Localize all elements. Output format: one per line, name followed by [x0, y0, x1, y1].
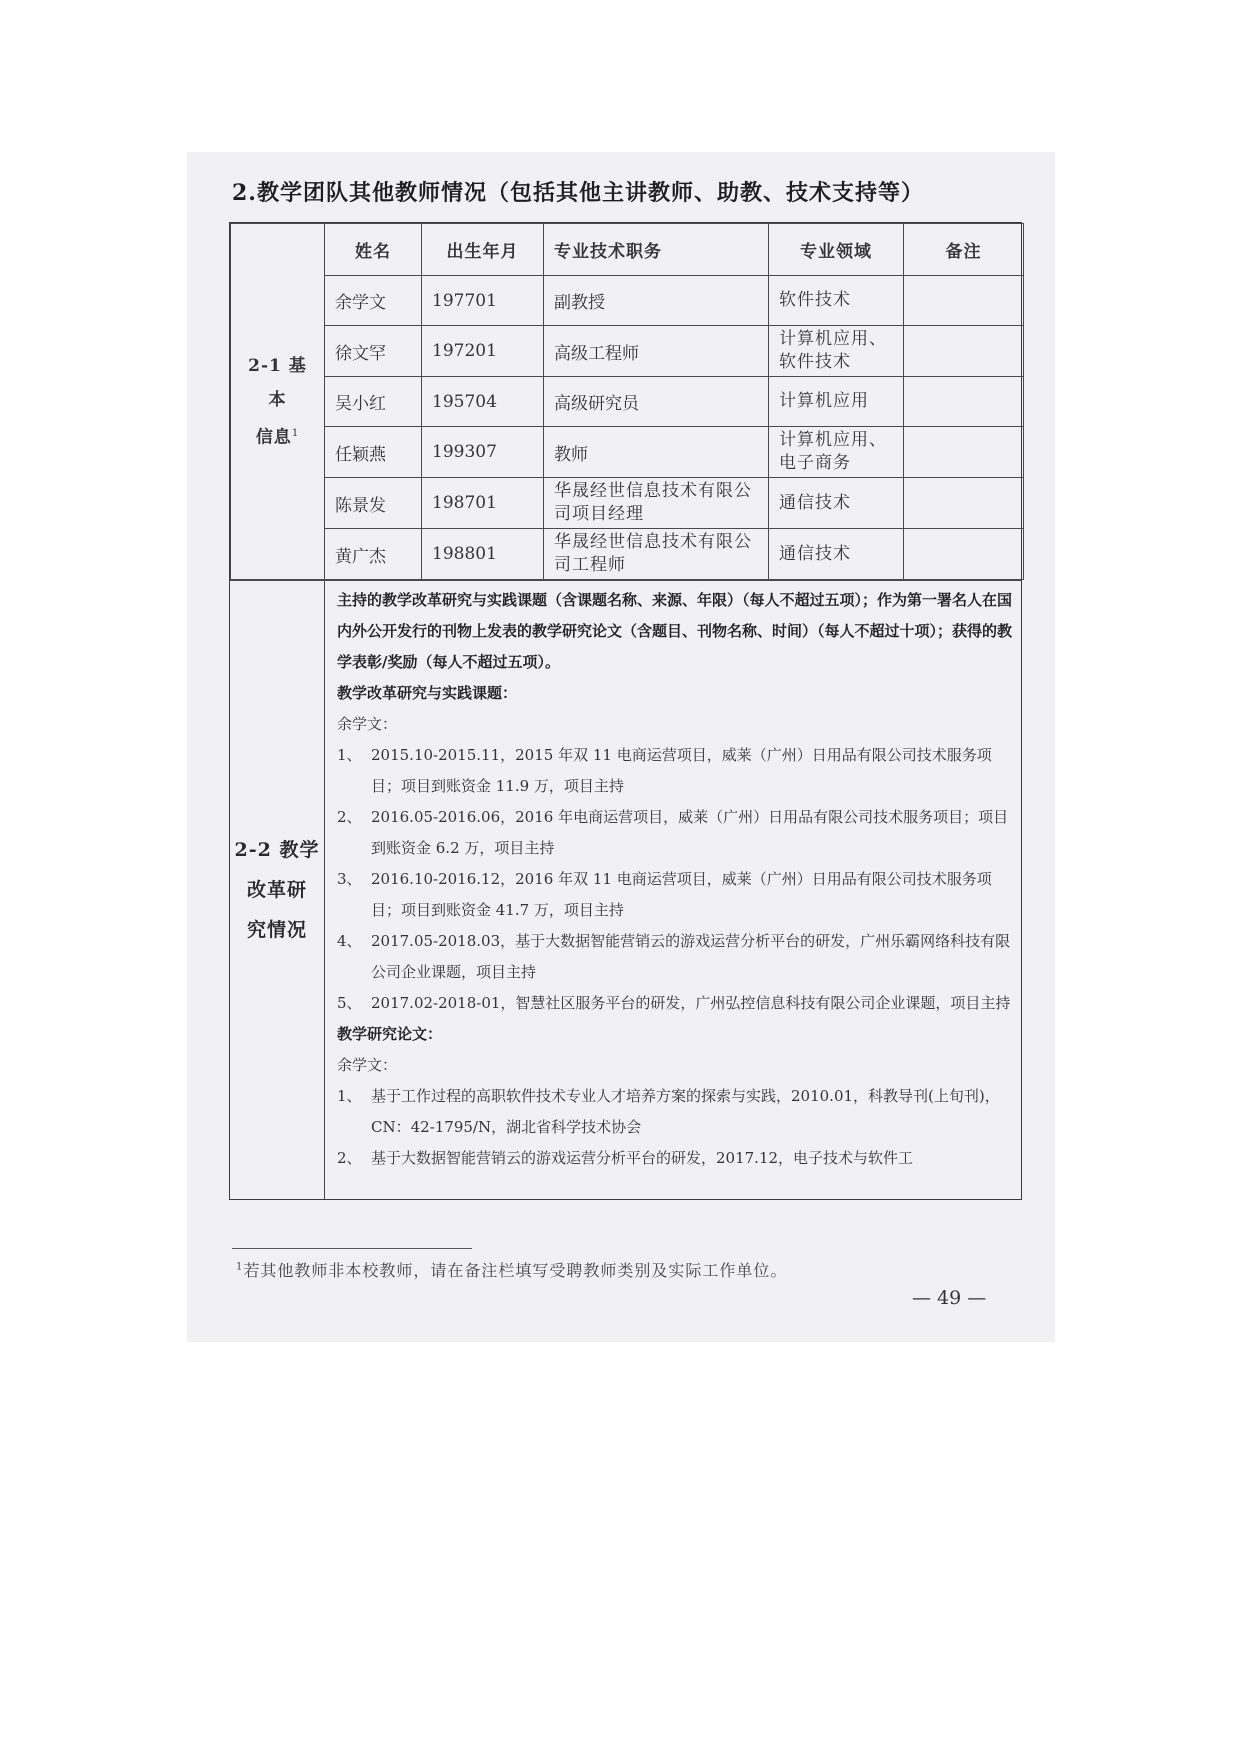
- cell-birth: 198801: [422, 529, 544, 580]
- item-number: 4、: [337, 932, 362, 950]
- item-number: 2、: [337, 808, 362, 826]
- item-text: 2017.02-2018-01，智慧社区服务平台的研发，广州弘控信息科技有限公司企业课题，项目主持: [371, 994, 1011, 1012]
- page-heading: 2.教学团队其他教师情况（包括其他主讲教师、助教、技术支持等）: [232, 180, 924, 206]
- section-2-2-content: [325, 581, 1021, 1199]
- list-item: [337, 1081, 1017, 1143]
- column-header-field: 专业领域: [769, 224, 904, 276]
- footnote-marker: 1: [291, 427, 300, 439]
- cell-note: [904, 529, 1024, 580]
- cell-name: 余学文: [325, 276, 422, 326]
- table-row: [231, 529, 1024, 580]
- cell-title: 高级研究员: [544, 377, 769, 427]
- cell-name: 任颖燕: [325, 427, 422, 478]
- cell-birth: 198701: [422, 478, 544, 529]
- section-2-2-label-line: 2-2 教学: [234, 839, 320, 861]
- teacher-info-form: [229, 222, 1022, 1200]
- section-2-2-label-line: 改革研: [246, 879, 307, 901]
- page-number: — 49 —: [912, 1287, 987, 1309]
- cell-name: 徐文罕: [325, 326, 422, 377]
- cell-title: 副教授: [544, 276, 769, 326]
- section-instructions: 主持的教学改革研究与实践课题（含课题名称、来源、年限）（每人不超过五项）；作为第一署名人在国内外公开发行的刊物上发表的教学研究论文（含题目、刊物名称、时间）（每人不超过十项）；获得的教学表彰/奖励（每人不超过五项）。: [337, 591, 1013, 671]
- item-text: 2017.05-2018.03，基于大数据智能营销云的游戏运营分析平台的研发，广州乐霸网络科技有限公司企业课题，项目主持: [371, 932, 1011, 981]
- item-number: 1、: [337, 1087, 362, 1105]
- table-header-row: [231, 224, 1024, 276]
- papers-heading: 教学研究论文：: [337, 1025, 443, 1043]
- projects-person: 余学文：: [337, 715, 398, 733]
- footnote-number: 1: [236, 1261, 244, 1273]
- column-header-title: 专业技术职务: [544, 224, 769, 276]
- section-2-2: [230, 580, 1021, 1199]
- list-item: [337, 864, 1017, 926]
- item-number: 1、: [337, 746, 362, 764]
- cell-title: 教师: [544, 427, 769, 478]
- cell-title: 高级工程师: [544, 326, 769, 377]
- list-item: [337, 926, 1017, 988]
- cell-birth: 197701: [422, 276, 544, 326]
- section-2-1-label: [231, 224, 325, 580]
- section-2-2-label: [230, 581, 325, 1199]
- cell-field: 计算机应用、电子商务: [769, 427, 904, 478]
- cell-note: [904, 427, 1024, 478]
- cell-field: 计算机应用、软件技术: [769, 326, 904, 377]
- cell-note: [904, 326, 1024, 377]
- item-text: 2016.05-2016.06，2016 年电商运营项目，威莱（广州）日用品有限公司技术服务项目；项目到账资金 6.2 万，项目主持: [371, 808, 1009, 857]
- cell-name: 吴小红: [325, 377, 422, 427]
- cell-name: 陈景发: [325, 478, 422, 529]
- item-text: 基于工作过程的高职软件技术专业人才培养方案的探索与实践，2010.01，科教导刊(上旬刊)，CN：42-1795/N，湖北省科学技术协会: [371, 1087, 1000, 1136]
- list-item: [337, 988, 1017, 1019]
- cell-note: [904, 276, 1024, 326]
- section-2-1-label-line1: 2-1 基本: [248, 355, 307, 410]
- column-header-birth: 出生年月: [422, 224, 544, 276]
- cell-note: [904, 377, 1024, 427]
- list-item: [337, 802, 1017, 864]
- cell-field: 通信技术: [769, 529, 904, 580]
- list-item: [337, 740, 1017, 802]
- item-text: 基于大数据智能营销云的游戏运营分析平台的研发，2017.12，电子技术与软件工: [371, 1149, 914, 1167]
- item-number: 3、: [337, 870, 362, 888]
- table-row: [231, 276, 1024, 326]
- papers-person: 余学文：: [337, 1056, 398, 1074]
- basic-info-table: [230, 223, 1024, 580]
- item-number: 5、: [337, 994, 362, 1012]
- footnote-text: 若其他教师非本校教师，请在备注栏填写受聘教师类别及实际工作单位。: [243, 1261, 788, 1280]
- item-number: 2、: [337, 1149, 362, 1167]
- cell-note: [904, 478, 1024, 529]
- cell-title: 华晟经世信息技术有限公司工程师: [544, 529, 769, 580]
- table-row: [231, 377, 1024, 427]
- projects-heading: 教学改革研究与实践课题：: [337, 684, 518, 702]
- table-row: [231, 478, 1024, 529]
- cell-name: 黄广杰: [325, 529, 422, 580]
- section-2-2-label-line: 究情况: [246, 919, 307, 941]
- column-header-name: 姓名: [325, 224, 422, 276]
- cell-field: 计算机应用: [769, 377, 904, 427]
- column-header-note: 备注: [904, 224, 1024, 276]
- table-row: [231, 427, 1024, 478]
- cell-birth: 197201: [422, 326, 544, 377]
- cell-title: 华晟经世信息技术有限公司项目经理: [544, 478, 769, 529]
- footnote-divider: [232, 1248, 472, 1249]
- list-item: [337, 1143, 1017, 1174]
- cell-birth: 199307: [422, 427, 544, 478]
- footnote: [236, 1258, 787, 1281]
- item-text: 2015.10-2015.11，2015 年双 11 电商运营项目，威莱（广州）日用品有限公司技术服务项目；项目到账资金 11.9 万，项目主持: [371, 746, 992, 795]
- item-text: 2016.10-2016.12，2016 年双 11 电商运营项目，威莱（广州）日用品有限公司技术服务项目；项目到账资金 41.7 万，项目主持: [371, 870, 992, 919]
- cell-birth: 195704: [422, 377, 544, 427]
- section-2-1-label-line2: 信息: [255, 427, 292, 448]
- table-row: [231, 326, 1024, 377]
- cell-field: 通信技术: [769, 478, 904, 529]
- cell-field: 软件技术: [769, 276, 904, 326]
